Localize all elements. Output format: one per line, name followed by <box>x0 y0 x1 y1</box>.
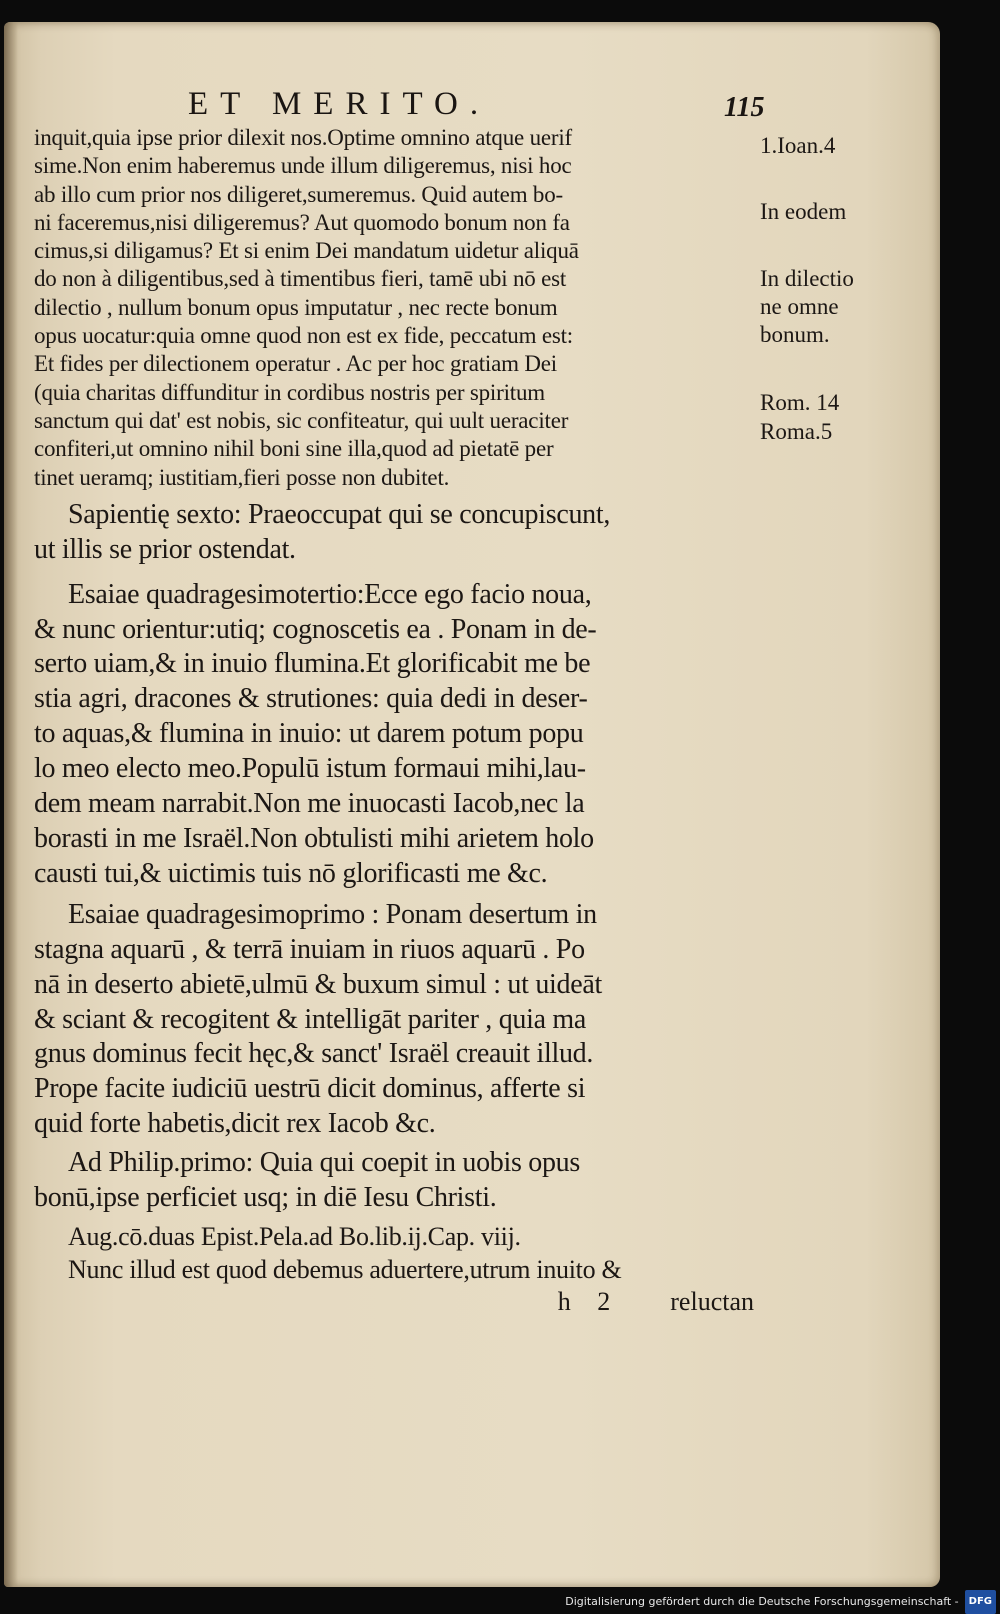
text-line: Nunc illud est quod debemus aduertere,utrum inuito & <box>68 1254 622 1284</box>
paragraph-philippians <box>34 1146 754 1216</box>
text-line: dem meam narrabit.Non me inuocasti Iacob,nec la <box>34 788 585 820</box>
margin-note: 1.Ioan.4 <box>760 133 836 158</box>
margin-note: In eodem <box>760 199 847 225</box>
digitization-footer <box>0 1590 1000 1612</box>
text-line: Ad Philip.primo: Quia qui coepit in uobis opus <box>68 1147 580 1179</box>
text-line: Sapientię sexto: Praeoccupat qui se concupiscunt, <box>68 498 611 530</box>
main-text-block <box>34 124 754 1318</box>
running-head: ET MERITO. <box>188 86 491 122</box>
signature-and-catchword-line <box>34 1286 754 1318</box>
text-line: lo meo electo meo.Populū istum formaui mihi,lau- <box>34 753 586 785</box>
text-line: Prope facite iudiciū uestrū dicit dominus, afferte si <box>34 1073 586 1105</box>
text-line: causti tui,& uictimis tuis nō glorificasti me &c. <box>34 857 548 889</box>
text-line: sime.Non enim haberemus unde illum diligeremus, nisi hoc <box>34 153 572 179</box>
text-line: borasti in me Israël.Non obtulisti mihi arietem holo <box>34 823 594 855</box>
text-line: quid forte habetis,dicit rex Iacob &c. <box>34 1108 436 1140</box>
footer-credit: Digitalisierung gefördert durch die Deutsche Forschungsgemeinschaft - <box>565 1595 959 1608</box>
margin-note: In dilectio <box>760 265 854 291</box>
text-line: ni faceremus,nisi diligeremus? Aut quomodo bonum non fa <box>34 209 570 235</box>
text-line: ut illis se prior ostendat. <box>34 533 296 565</box>
text-line: inquit,quia ipse prior dilexit nos.Optime omnino atque uerif <box>34 125 572 150</box>
page-gutter-shadow <box>4 22 18 1587</box>
text-line: opus uocatur:quia omne quod non est ex fide, peccatum est: <box>34 323 573 349</box>
text-line: to aquas,& flumina in inuio: ut darem potum popu <box>34 718 584 750</box>
text-line: do non à diligentibus,sed à timentibus fieri, tamē ubi nō est <box>34 266 567 292</box>
margin-note: Rom. 14 <box>760 390 840 416</box>
text-line: Aug.cō.duas Epist.Pela.ad Bo.lib.ij.Cap. viij. <box>68 1221 521 1251</box>
text-line: cimus,si diligamus? Et si enim Dei mandatum uidetur aliquā <box>34 238 579 264</box>
text-line: stia agri, dracones & strutiones: quia dedi in deser- <box>34 683 588 715</box>
dfg-logo: DFG <box>965 1590 996 1614</box>
text-line: ab illo cum prior nos diligeret,sumeremus. Quid autem bo- <box>34 181 563 207</box>
marginal-references <box>760 124 910 446</box>
text-line: Et fides per dilectionem operatur . Ac per hoc gratiam Dei <box>34 351 557 377</box>
margin-note: bonum. <box>760 322 830 348</box>
paragraph-esaiae-43 <box>34 578 754 892</box>
text-line: tinet ueramq; iustitiam,fieri posse non dubitet. <box>34 464 450 490</box>
text-line: stagna aquarū , & terrā inuiam in riuos aquarū . Po <box>34 933 585 965</box>
text-line: Esaiae quadragesimoprimo : Ponam desertum in <box>68 898 597 930</box>
text-line: confiteri,ut omnino nihil boni sine illa,quod ad pietatē per <box>34 436 554 462</box>
signature-mark: h 2 <box>557 1286 621 1316</box>
paragraph-augustine-quote <box>34 124 754 492</box>
text-line: sanctum qui dat' est nobis, sic confiteatur, qui uult ueraciter <box>34 407 569 433</box>
page-number: 115 <box>724 92 765 123</box>
text-line: dilectio , nullum bonum opus imputatur , nec recte bonum <box>34 294 558 320</box>
text-line: gnus dominus fecit hęc,& sanct' Israël creauit illud. <box>34 1038 594 1070</box>
text-line: & sciant & recogitent & intelligāt pariter , quia ma <box>34 1003 587 1035</box>
margin-note: ne omne <box>760 293 839 319</box>
text-line: Esaiae quadragesimotertio:Ecce ego facio noua, <box>68 578 592 610</box>
text-line: bonū,ipse perficiet usq; in diē Iesu Christi. <box>34 1182 497 1214</box>
paragraph-augustine-contra <box>34 1220 754 1286</box>
catchword: reluctan <box>670 1286 754 1316</box>
text-line: nā in deserto abietē,ulmū & buxum simul : ut uideāt <box>34 968 602 1000</box>
text-line: (quia charitas diffunditur in cordibus nostris per spiritum <box>34 379 545 405</box>
text-line: serto uiam,& in inuio flumina.Et glorificabit me be <box>34 648 591 680</box>
text-line: & nunc orientur:utiq; cognoscetis ea . Ponam in de- <box>34 613 597 645</box>
paragraph-sapientiae <box>34 498 754 568</box>
paragraph-esaiae-41 <box>34 898 754 1142</box>
margin-note: Roma.5 <box>760 418 833 444</box>
